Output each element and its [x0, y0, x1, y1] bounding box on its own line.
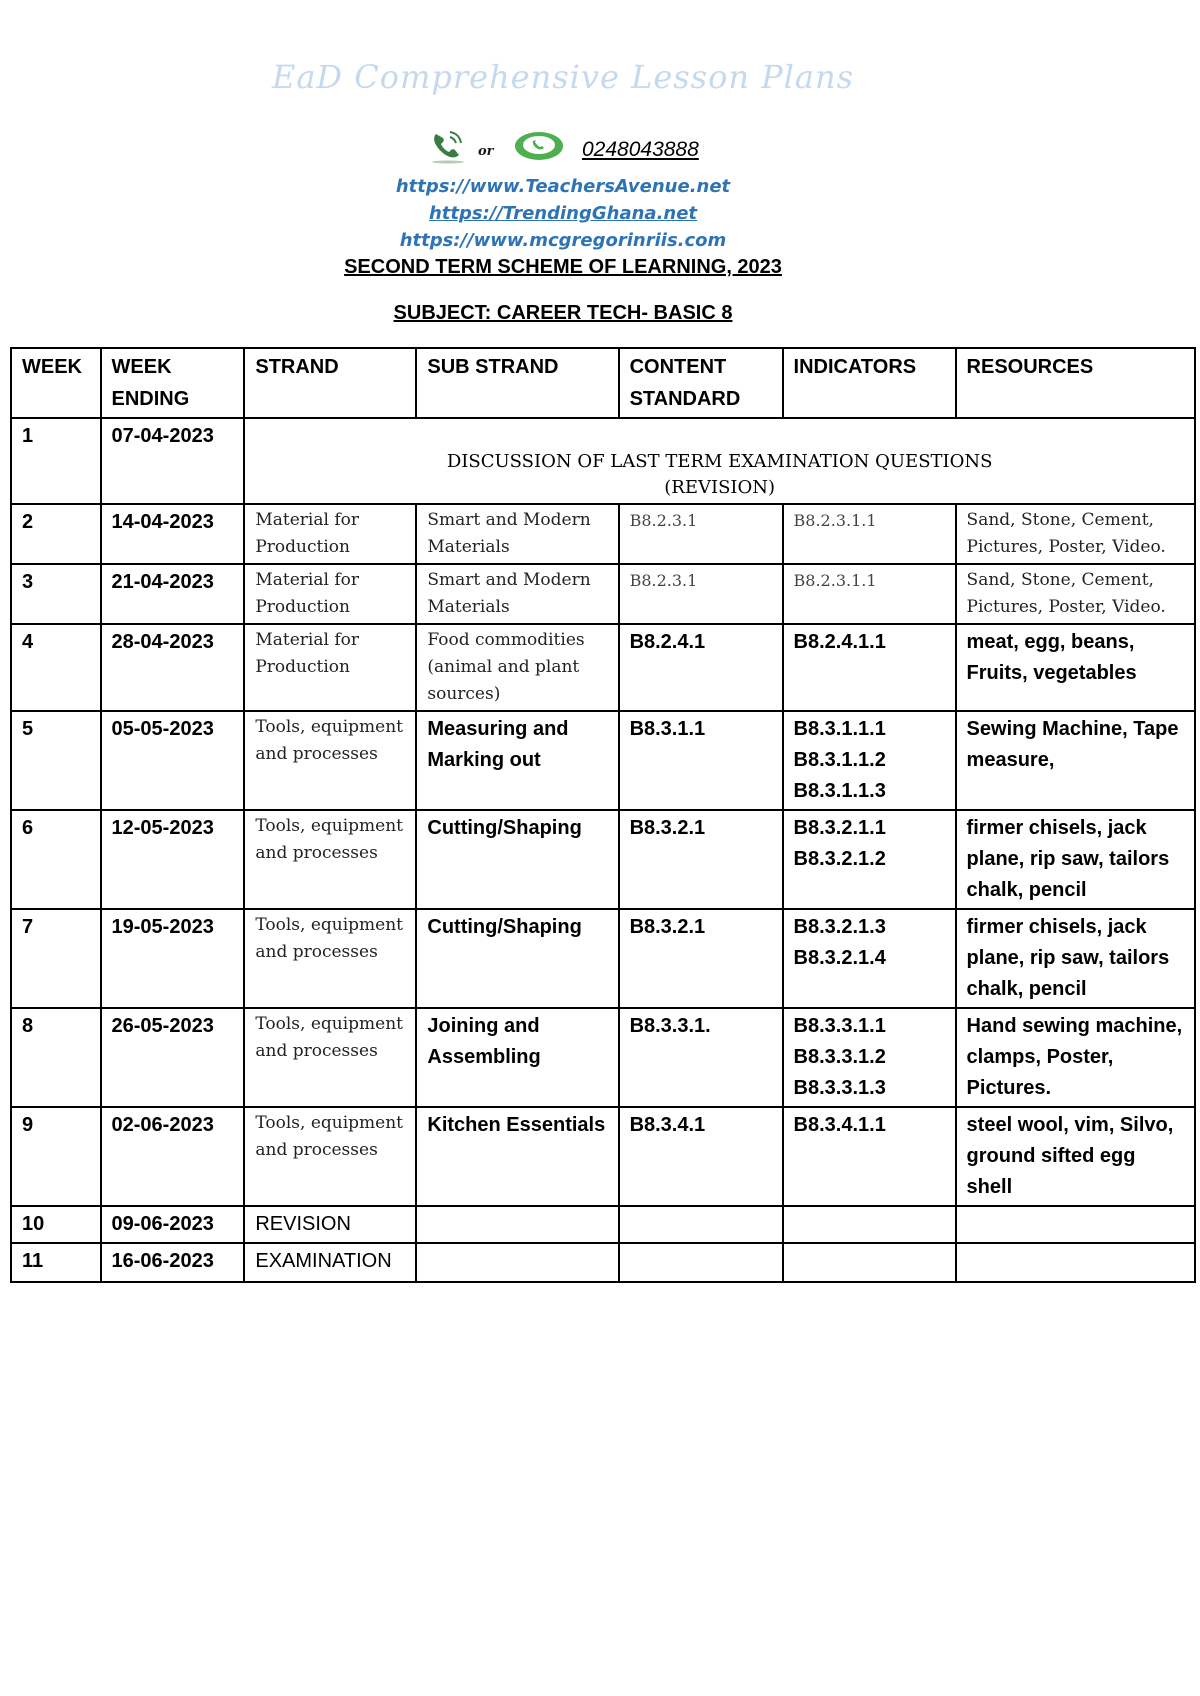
week-cell: 3 — [11, 564, 101, 624]
week-cell: 1 — [11, 418, 101, 504]
week-cell: 8 — [11, 1008, 101, 1107]
resources-cell: Sewing Machine, Tape measure, — [956, 711, 1195, 810]
resources-cell: steel wool, vim, Silvo, ground sifted egg shell — [956, 1107, 1195, 1206]
week-cell: 9 — [11, 1107, 101, 1206]
week-ending-cell: 16-06-2023 — [101, 1243, 245, 1282]
merged-line: DISCUSSION OF LAST TERM EXAMINATION QUESTIONS — [446, 451, 993, 472]
indicator: B8.3.1.1.2 — [793, 749, 886, 771]
week-ending-cell: 05-05-2023 — [101, 711, 245, 810]
indicators-cell: B8.2.3.1.1 — [783, 564, 956, 624]
table-row — [11, 418, 1195, 504]
col-header: RESOURCES — [956, 348, 1195, 418]
indicators-cell — [783, 909, 956, 1008]
strand-cell: Material for Production — [244, 624, 416, 711]
content-standard-cell: B8.3.1.1 — [619, 711, 783, 810]
content-standard-cell: B8.3.2.1 — [619, 909, 783, 1008]
week-ending-cell: 07-04-2023 — [101, 418, 245, 504]
week-cell: 11 — [11, 1243, 101, 1282]
week-cell: 2 — [11, 504, 101, 564]
content-standard-cell: B8.3.2.1 — [619, 810, 783, 909]
content-standard-cell: B8.2.4.1 — [619, 624, 783, 711]
week-cell: 6 — [11, 810, 101, 909]
strand-cell: Tools, equipment and processes — [244, 1008, 416, 1107]
week-ending-cell: 21-04-2023 — [101, 564, 245, 624]
table-row — [11, 1008, 1195, 1107]
strand-cell: Tools, equipment and processes — [244, 711, 416, 810]
col-header: INDICATORS — [783, 348, 956, 418]
col-header: WEEK — [11, 348, 101, 418]
strand-cell: Material for Production — [244, 564, 416, 624]
week-ending-cell: 28-04-2023 — [101, 624, 245, 711]
phone-number: 0248043888 — [582, 138, 699, 161]
sub-strand-cell: Smart and Modern Materials — [416, 564, 618, 624]
indicator: B8.3.3.1.2 — [793, 1046, 886, 1068]
page-title: SECOND TERM SCHEME OF LEARNING, 2023 — [344, 256, 782, 278]
scheme-table — [10, 347, 1196, 1283]
table-row — [11, 624, 1195, 711]
indicators-cell — [783, 1206, 956, 1243]
resources-cell: meat, egg, beans, Fruits, vegetables — [956, 624, 1195, 711]
indicators-cell — [783, 1243, 956, 1282]
content-standard-cell: B8.3.4.1 — [619, 1107, 783, 1206]
indicator: B8.3.2.1.4 — [793, 947, 886, 969]
strand-cell: Tools, equipment and processes — [244, 1107, 416, 1206]
strand-cell: EXAMINATION — [244, 1243, 416, 1282]
table-row — [11, 1206, 1195, 1243]
sub-strand-cell: Kitchen Essentials — [416, 1107, 618, 1206]
table-row — [11, 810, 1195, 909]
sub-strand-cell: Joining and Assembling — [416, 1008, 618, 1107]
week-cell: 4 — [11, 624, 101, 711]
contact-line — [420, 128, 820, 168]
resources-cell: Hand sewing machine, clamps, Poster, Pictures. — [956, 1008, 1195, 1107]
strand-cell: REVISION — [244, 1206, 416, 1243]
link-trendingghana[interactable]: https://TrendingGhana.net — [428, 203, 698, 224]
table-row — [11, 504, 1195, 564]
sub-strand-cell: Cutting/Shaping — [416, 909, 618, 1008]
week-ending-cell: 09-06-2023 — [101, 1206, 245, 1243]
col-header: CONTENT STANDARD — [619, 348, 783, 418]
indicator: B8.3.1.1.3 — [793, 780, 886, 802]
whatsapp-icon — [512, 130, 566, 164]
sub-strand-cell — [416, 1243, 618, 1282]
indicators-cell: B8.3.4.1.1 — [783, 1107, 956, 1206]
week-cell: 10 — [11, 1206, 101, 1243]
strand-cell: Tools, equipment and processes — [244, 810, 416, 909]
table-row — [11, 564, 1195, 624]
phone-icon — [428, 128, 468, 164]
indicators-cell — [783, 711, 956, 810]
indicator: B8.3.2.1.3 — [793, 916, 886, 938]
indicator: B8.3.3.1.3 — [793, 1077, 886, 1099]
week-ending-cell: 02-06-2023 — [101, 1107, 245, 1206]
sub-strand-cell: Measuring and Marking out — [416, 711, 618, 810]
merged-line: (REVISION) — [664, 477, 776, 498]
indicator: B8.3.3.1.1 — [793, 1015, 886, 1037]
indicators-cell: B8.2.4.1.1 — [783, 624, 956, 711]
col-header: SUB STRAND — [416, 348, 618, 418]
indicator: B8.3.2.1.1 — [793, 817, 886, 839]
indicator: B8.3.2.1.2 — [793, 848, 886, 870]
links-block — [0, 173, 1126, 254]
link-teachersavenue[interactable]: https://www.TeachersAvenue.net — [395, 176, 731, 197]
content-standard-cell — [619, 1206, 783, 1243]
resources-cell: Sand, Stone, Cement, Pictures, Poster, Video. — [956, 504, 1195, 564]
sub-strand-cell: Cutting/Shaping — [416, 810, 618, 909]
link-mcgregorinriis[interactable]: https://www.mcgregorinriis.com — [399, 230, 727, 251]
week-ending-cell: 14-04-2023 — [101, 504, 245, 564]
content-standard-cell: B8.2.3.1 — [619, 504, 783, 564]
col-header: STRAND — [244, 348, 416, 418]
col-header: WEEK ENDING — [101, 348, 245, 418]
resources-cell — [956, 1243, 1195, 1282]
strand-cell: Tools, equipment and processes — [244, 909, 416, 1008]
week-cell: 5 — [11, 711, 101, 810]
content-standard-cell — [619, 1243, 783, 1282]
week-cell: 7 — [11, 909, 101, 1008]
brand-watermark: EaD Comprehensive Lesson Plans — [271, 58, 855, 96]
subject-heading: SUBJECT: CAREER TECH- BASIC 8 — [393, 302, 733, 324]
table-row — [11, 909, 1195, 1008]
sub-strand-cell — [416, 1206, 618, 1243]
week-ending-cell: 19-05-2023 — [101, 909, 245, 1008]
table-row — [11, 1107, 1195, 1206]
content-standard-cell: B8.3.3.1. — [619, 1008, 783, 1107]
indicators-cell: B8.2.3.1.1 — [783, 504, 956, 564]
content-standard-cell: B8.2.3.1 — [619, 564, 783, 624]
resources-cell: firmer chisels, jack plane, rip saw, tailors chalk, pencil — [956, 810, 1195, 909]
indicators-cell — [783, 1008, 956, 1107]
strand-cell: Material for Production — [244, 504, 416, 564]
indicators-cell — [783, 810, 956, 909]
table-header-row — [11, 348, 1195, 418]
table-row — [11, 1243, 1195, 1282]
indicator: B8.3.1.1.1 — [793, 718, 886, 740]
merged-cell — [244, 418, 1195, 504]
sub-strand-cell: Smart and Modern Materials — [416, 504, 618, 564]
or-text: or — [478, 144, 494, 159]
table-row — [11, 711, 1195, 810]
week-ending-cell: 26-05-2023 — [101, 1008, 245, 1107]
resources-cell: Sand, Stone, Cement, Pictures, Poster, Video. — [956, 564, 1195, 624]
resources-cell — [956, 1206, 1195, 1243]
sub-strand-cell: Food commodities (animal and plant sources) — [416, 624, 618, 711]
resources-cell: firmer chisels, jack plane, rip saw, tailors chalk, pencil — [956, 909, 1195, 1008]
week-ending-cell: 12-05-2023 — [101, 810, 245, 909]
